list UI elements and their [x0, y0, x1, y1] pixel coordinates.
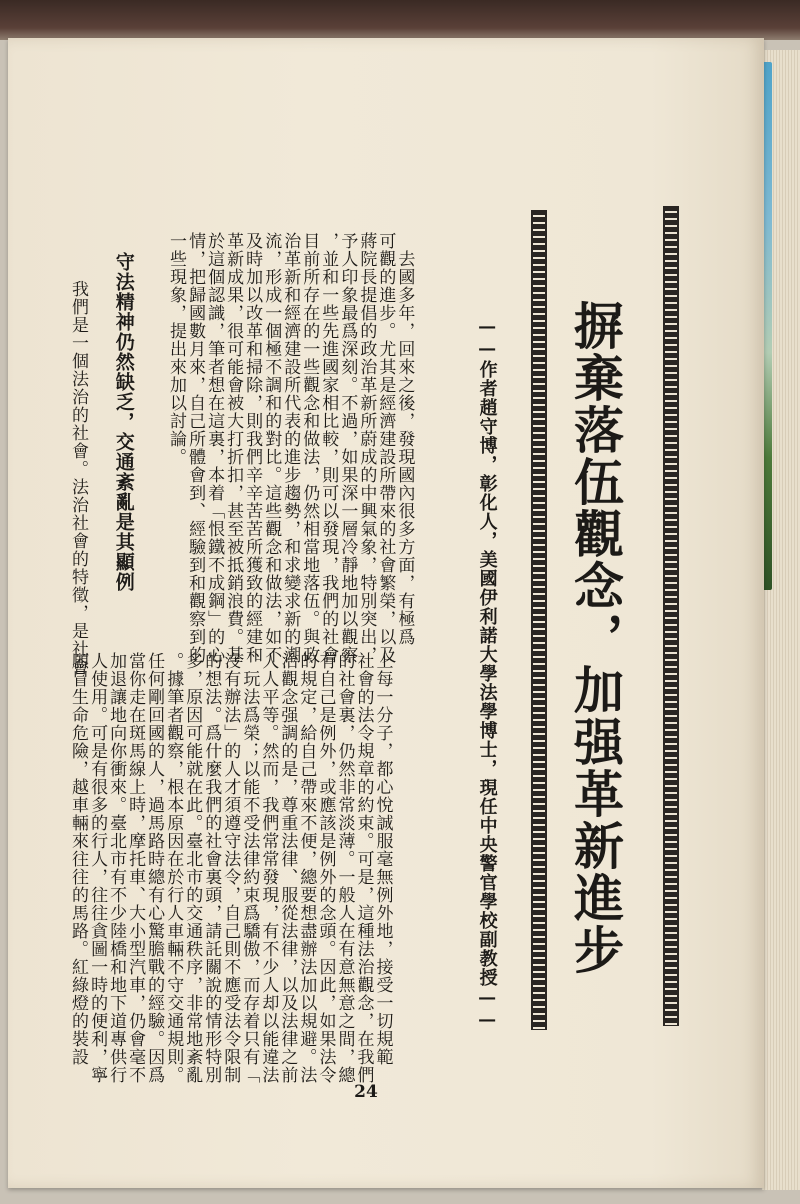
text-column: 治觀念强調的是，尊重法律、服從法律，以及法律之前 — [277, 652, 298, 1084]
text-column: 革新成果，很可能會被大打折扣，甚至被抵銷浪費。基 — [223, 232, 244, 664]
text-column: ，並和一些先進國家相比較，則可以發現，我們的社會 — [318, 232, 339, 664]
text-column: 可觀的進步。尤其是經濟建設所帶來的社會繁榮，以及 — [375, 232, 396, 664]
article-byline: ——作者趙守博，彰化人，美國伊利諾大學法學博士，現任中央警官學校副教授—— — [476, 316, 498, 1031]
title-border-left — [531, 210, 547, 1030]
text-column: 沒有辦法」的人才須遵守法令，自己則不應受法令限制 — [220, 652, 241, 1084]
text-column: 有自己是例外，或應該是例外的念頭。因此，如果法令 — [315, 652, 336, 1084]
text-column: 一些現象，提出來加以討論。 — [166, 232, 187, 466]
text-column: 願冒生命危險，越車輛來往往的馬路。紅綠燈的裝設 — [68, 652, 89, 1066]
text-column: 多，原因可能就在此。臺北市的交通秩序，非常地紊亂 — [182, 652, 203, 1084]
text-column: 目前所存在的一些觀念和做法，仍然相當地落伍。與政 — [299, 232, 320, 664]
section-intro: 我們是一個法治的社會。法治社會的特徵，是社會 — [68, 262, 89, 676]
body-text-bottom — [68, 652, 392, 1084]
text-column: 、玩法爲榮；以能不受法律約束爲驕傲，而存着只有「 — [239, 652, 260, 1084]
title-border-right — [663, 206, 679, 1026]
page-number: 24 — [354, 1082, 378, 1102]
text-column: 。據筆者觀察，根本原因在於行人車輛不守交通規則。 — [163, 652, 184, 1084]
text-column: 情，把歸國數月來，自己所體會到、經驗到和觀察到的 — [185, 232, 206, 664]
text-column: 當你走在斑馬線上時，摩托車、大小型汽車，仍會毫不 — [125, 652, 146, 1084]
text-column: 人使用。可是有很多的行人，往往貪圖一時的便利，寧 — [87, 652, 108, 1084]
text-column: 加退讓地向你衝來。臺北市有不少陸橋和地下道專供行 — [106, 652, 127, 1084]
text-column: 治革新和經濟建設所代表的進步趨勢，和求變求新的潮 — [280, 232, 301, 664]
body-text-top — [166, 232, 413, 664]
text-column: 的想法。爲什麼我們的社會裏頭，請託關說的情形特別 — [201, 652, 222, 1084]
text-column: 的規定，給自己帶來不便，總要想盡辦法加以規避。法 — [296, 652, 317, 1084]
text-column: 及時加以改革和掃除，則我們辛辛苦苦所獲致的經建和 — [242, 232, 263, 664]
text-column: 任何剛回國的人，過馬路時總有心驚膽戰的經驗。因爲 — [144, 652, 165, 1084]
section-heading: 守法精神仍然缺乏，交通紊亂是其顯例 — [112, 252, 135, 592]
text-column: 上每一分子，都心悅誠服毫無例外地，接受一切規範 — [372, 652, 393, 1066]
text-column: 於這個認識，筆者想在這裏，本着「恨鐵不成鋼」的心 — [204, 232, 225, 664]
text-column: 人人平等。然而，我們常常發現，有不少人却以能違法 — [258, 652, 279, 1084]
book-cover-edge — [0, 0, 800, 40]
text-column: 予人印象最爲深刻。不過，如果深一層冷靜地加以觀察 — [337, 232, 358, 664]
text-column: 的社會裏，仍然非常淡薄。一般人在有意無意之間，總 — [334, 652, 355, 1084]
text-column: 流，形成一個極不調和的對比。這些觀念和做法，如不 — [261, 232, 282, 664]
text-column: 蔣院長提倡的政治革新所蔚成的中興氣象，特別突出， — [356, 232, 377, 664]
article-title: 摒棄落伍觀念，加强革新進步 — [566, 300, 625, 976]
text-column: 去國多年，回來之後，發現國內很多方面，有極爲 — [394, 232, 415, 646]
text-column: 社會的法令規章的約束。可是，這種法治觀念，在我們 — [353, 652, 374, 1084]
